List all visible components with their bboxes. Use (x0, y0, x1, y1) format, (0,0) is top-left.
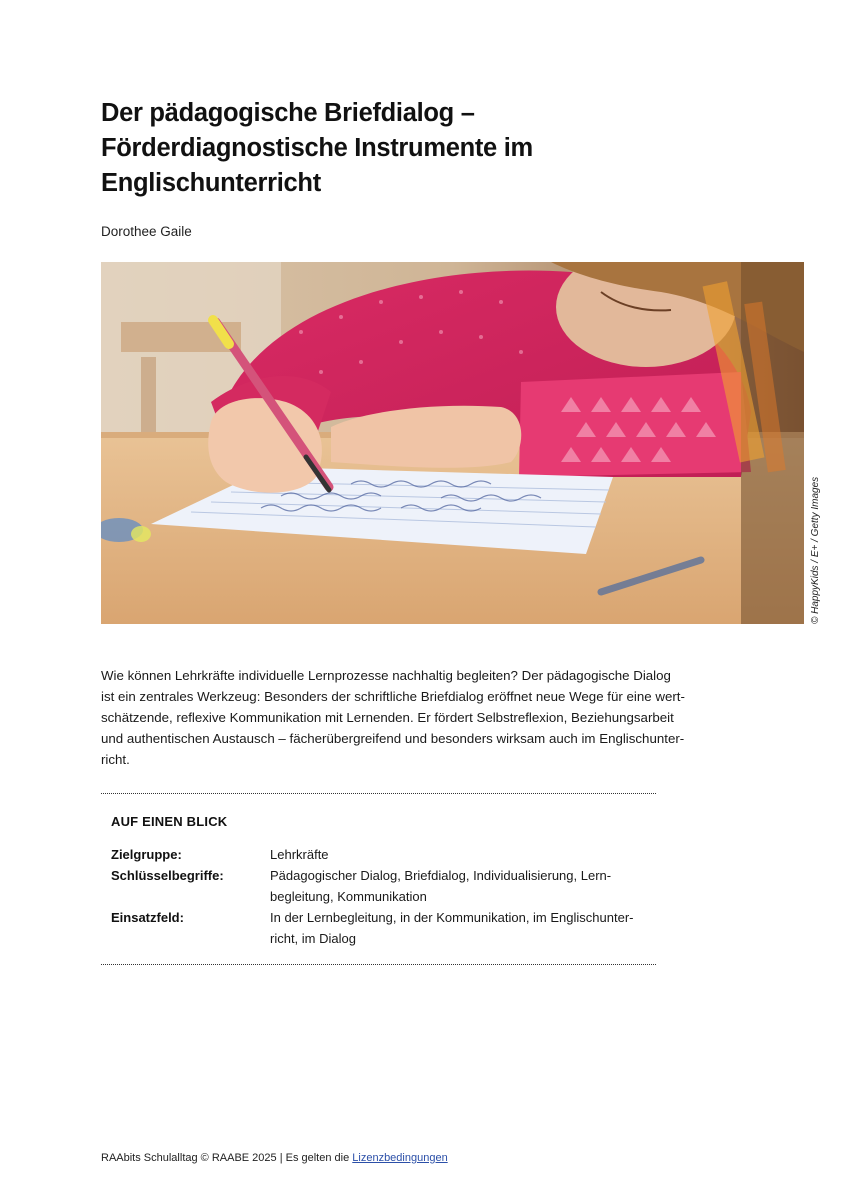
footer (101, 1152, 448, 1164)
title-line: Der pädagogische Briefdialog – (101, 99, 475, 127)
intro-paragraph (101, 665, 685, 770)
intro-line: schätzende, reflexive Kommunikation mit Lernenden. Er fördert Selbstreflexion, Beziehungsarbeit (101, 710, 674, 725)
overview-value (270, 907, 650, 949)
intro-line: ist ein zentrales Werkzeug: Besonders der schriftliche Briefdialog eröffnet neue Wege für eine wert- (101, 689, 685, 704)
intro-line: richt. (101, 752, 130, 767)
footer-text: RAAbits Schulalltag © RAABE 2025 | Es gelten die (101, 1152, 353, 1164)
overview-value-line: richt, im Dialog (270, 931, 356, 946)
author-name: Dorothee Gaile (101, 224, 192, 239)
overview-label: Einsatzfeld: (111, 910, 184, 925)
overview-value-line: Lehrkräfte (270, 847, 329, 862)
title-line: Förderdiagnostische Instrumente im (101, 134, 533, 162)
overview-box (101, 793, 656, 965)
document-title (101, 96, 661, 201)
overview-label: Schlüsselbegriffe: (111, 868, 224, 883)
intro-line: und authentischen Austausch – fächerübergreifend und besonders wirksam auch im Englischunter- (101, 731, 685, 746)
photo-credit: © HappyKids / E+ / Getty Images (810, 476, 821, 624)
overview-value (270, 844, 650, 865)
overview-value-line: In der Lernbegleitung, in der Kommunikation, im Englischunter- (270, 910, 634, 925)
intro-line: Wie können Lehrkräfte individuelle Lernprozesse nachhaltig begleiten? Der pädagogische Dialog (101, 668, 671, 683)
overview-heading: AUF EINEN BLICK (111, 814, 228, 829)
overview-value (270, 865, 650, 907)
title-line: Englischunterricht (101, 169, 321, 197)
overview-value-line: begleitung, Kommunikation (270, 889, 427, 904)
overview-value-line: Pädagogischer Dialog, Briefdialog, Individualisierung, Lern- (270, 868, 612, 883)
overview-label: Zielgruppe: (111, 847, 182, 862)
license-link[interactable]: Lizenzbedingungen (352, 1152, 448, 1164)
cover-photo (101, 262, 804, 624)
